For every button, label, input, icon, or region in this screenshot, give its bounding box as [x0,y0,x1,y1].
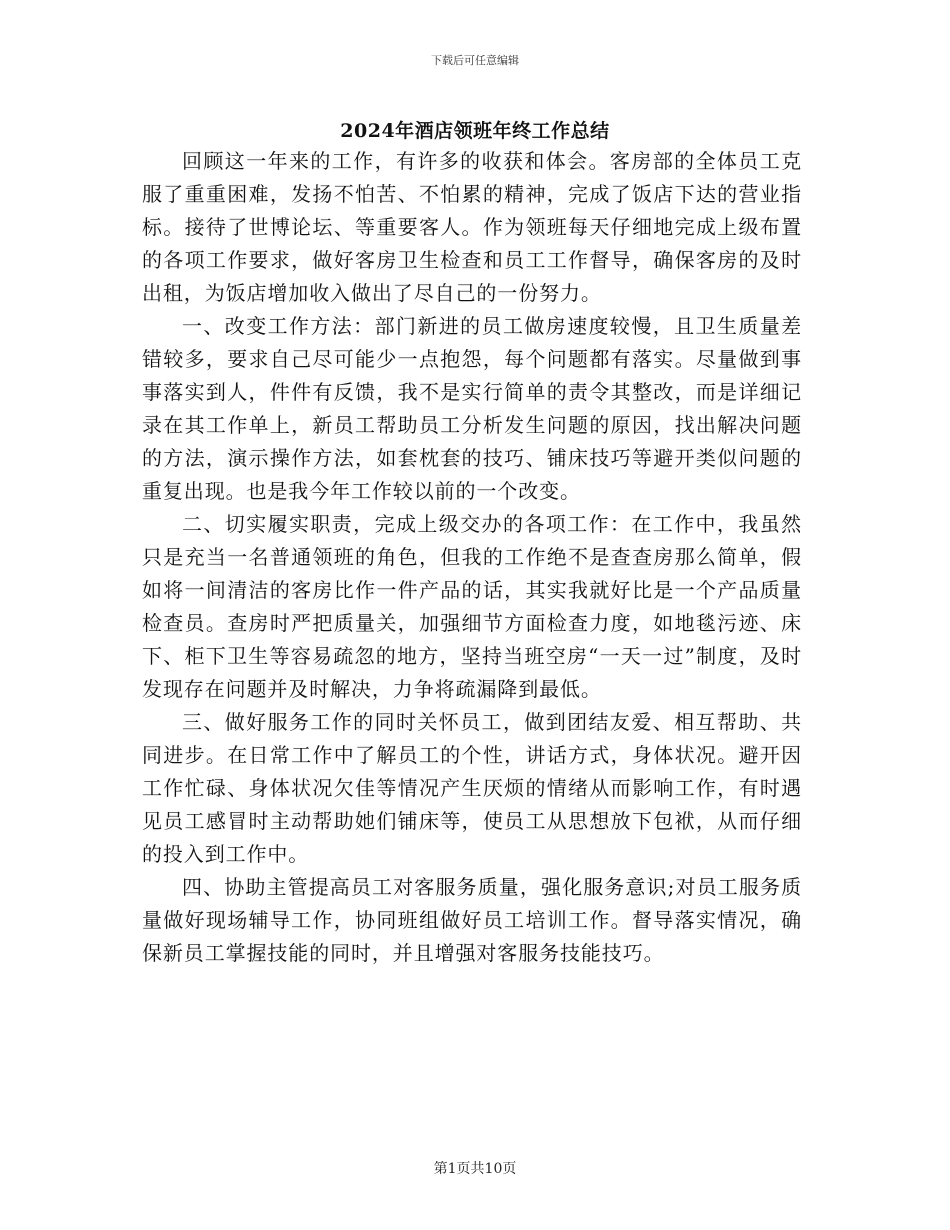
page-number: 第1页共10页 [433,1161,517,1177]
document-body [142,145,802,970]
document-title: 2024年酒店领班年终工作总结 [340,120,610,142]
paragraph-intro: 回顾这一年来的工作，有许多的收获和体会。客房部的全体员工克服了重重困难，发扬不怕苦、不怕累的精神，完成了饭店下达的营业指标。接待了世博论坛、等重要客人。作为领班每天仔细地完成上级布置的各项工作要求，做好客房卫生检查和员工工作督导，确保客房的及时出租，为饭店增加收入做出了尽自己的一份努力。 [142,149,802,305]
paragraph-section-1: 一、改变工作方法：部门新进的员工做房速度较慢，且卫生质量差错较多，要求自己尽可能少一点抱怨，每个问题都有落实。尽量做到事事落实到人，件件有反馈，我不是实行简单的责令其整改，而是详细记录在其工作单上，新员工帮助员工分析发生问题的原因，找出解决问题的方法，演示操作方法，如套枕套的技巧、铺床技巧等避开类似问题的重复出现。也是我今年工作较以前的一个改变。 [142,314,802,503]
paragraph-section-3: 三、做好服务工作的同时关怀员工，做到团结友爱、相互帮助、共同进步。在日常工作中了解员工的个性，讲话方式，身体状况。避开因工作忙碌、身体状况欠佳等情况产生厌烦的情绪从而影响工作，有时遇见员工感冒时主动帮助她们铺床等，使员工从思想放下包袱，从而仔细的投入到工作中。 [142,710,802,866]
paragraph-section-2: 二、切实履实职责，完成上级交办的各项工作：在工作中，我虽然只是充当一名普通领班的角色，但我的工作绝不是查查房那么简单，假如将一间清洁的客房比作一件产品的话，其实我就好比是一个产品质量检查员。查房时严把质量关，加强细节方面检查力度，如地毯污迹、床下、柜下卫生等容易疏忽的地方，坚持当班空房“一天一过”制度，及时发现存在问题并及时解决，力争将疏漏降到最低。 [142,512,802,701]
paragraph-section-4: 四、协助主管提高员工对客服务质量，强化服务意识;对员工服务质量做好现场辅导工作，协同班组做好员工培训工作。督导落实情况，确保新员工掌握技能的同时，并且增强对客服务技能技巧。 [142,875,802,965]
header-note: 下载后可任意编辑 [431,54,519,67]
